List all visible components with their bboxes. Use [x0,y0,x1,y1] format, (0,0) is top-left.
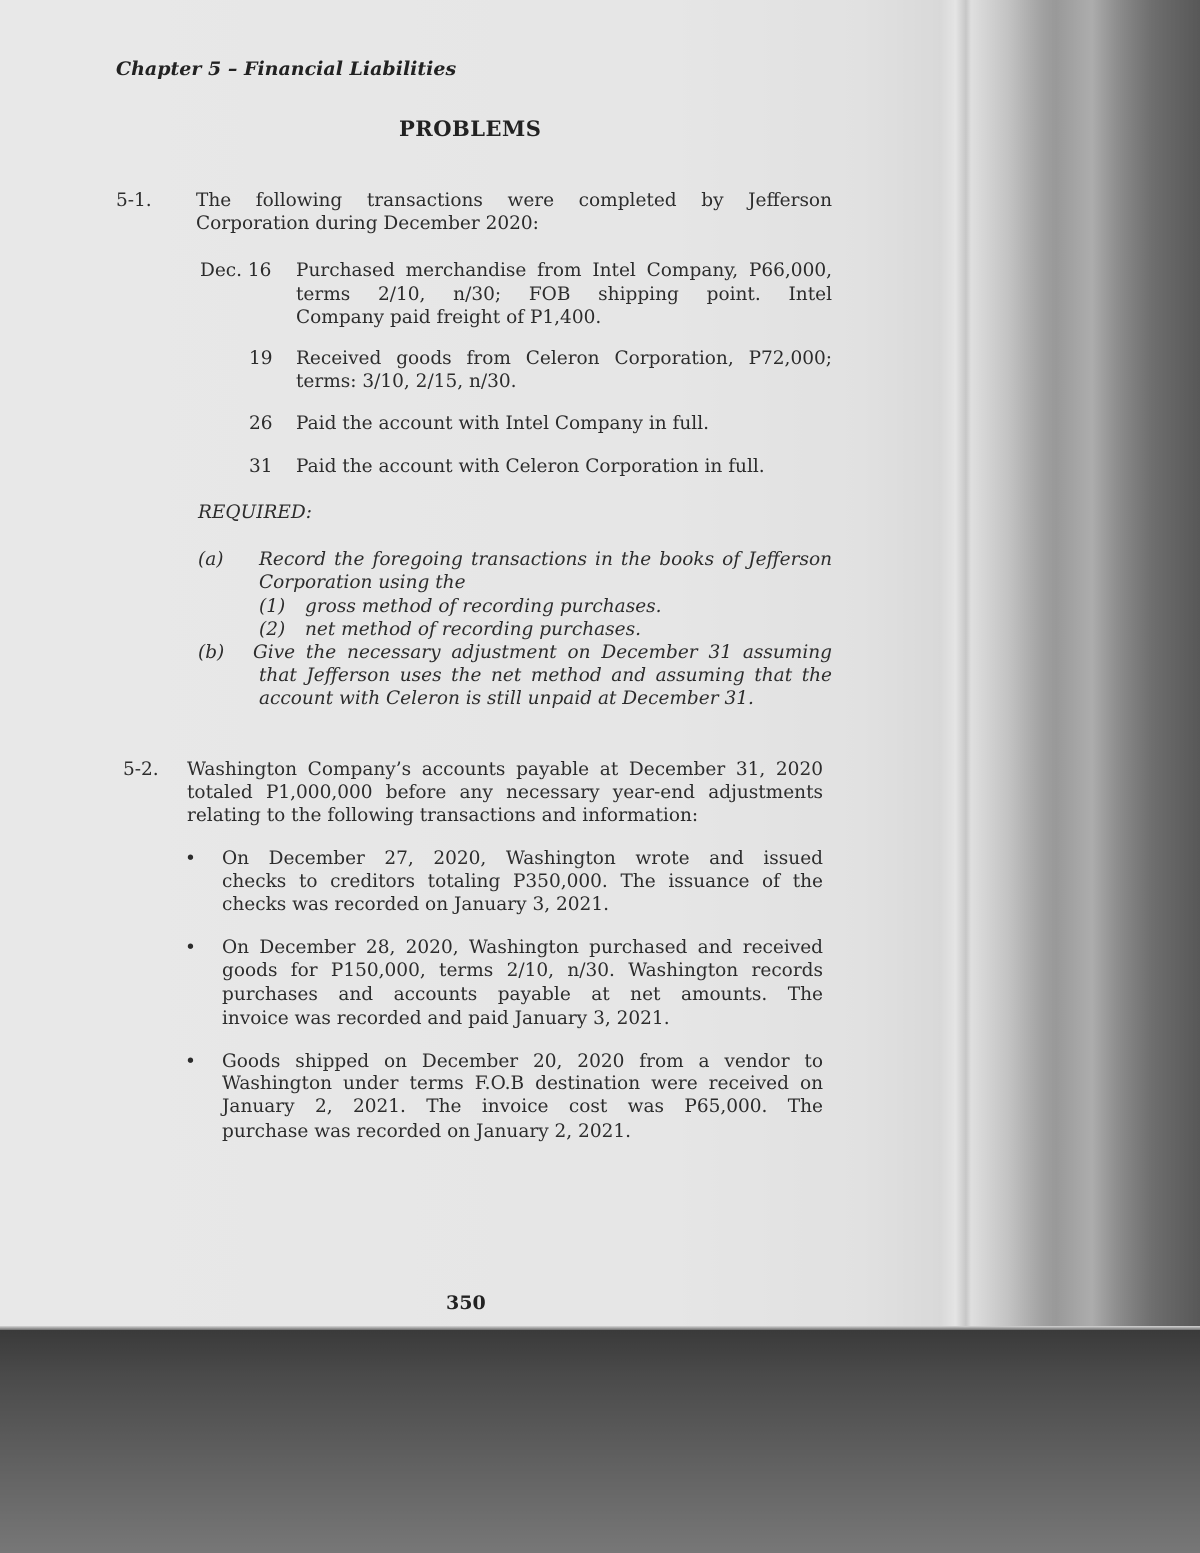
bullet-line: purchase was recorded on January 2, 2021. [222,1121,632,1142]
required-item-label: (a) [198,549,224,570]
sub-item-label: (2) [259,619,286,640]
required-item-line: that Jefferson uses the net method and assuming that the [259,665,832,686]
transaction-line: terms: 3/10, 2/15, n/30. [296,371,517,392]
transaction-line: Paid the account with Celeron Corporation in full. [296,456,765,477]
scanner-background [0,1330,1200,1553]
required-item-label: (b) [198,642,225,663]
transaction-line: Company paid freight of P1,400. [296,307,602,328]
required-item-line: Corporation using the [259,572,466,593]
required-item-line: Record the foregoing transactions in the books of Jefferson [259,549,832,570]
sub-item-text: net method of recording purchases. [305,619,641,640]
problem-intro-line: Washington Company’s accounts payable at December 31, 2020 [187,759,823,780]
problem-intro-line: totaled P1,000,000 before any necessary year-end adjustments [187,782,823,803]
bullet-line: On December 28, 2020, Washington purchased and received [222,937,823,958]
transaction-line: terms 2/10, n/30; FOB shipping point. Intel [296,284,832,305]
sub-item-text: gross method of recording purchases. [305,596,662,617]
bullet-line: January 2, 2021. The invoice cost was P65,000. The [222,1096,823,1117]
bullet-line: purchases and accounts payable at net amounts. The [222,984,823,1005]
problem-number: 5-2. [123,759,159,780]
bullet-line: checks was recorded on January 3, 2021. [222,894,609,915]
transaction-line: Received goods from Celeron Corporation, P72,000; [296,348,832,369]
required-label: REQUIRED: [198,502,312,523]
transaction-date: Dec. 16 [200,260,272,281]
bullet-icon: • [185,1051,196,1072]
transaction-date: 31 [249,456,273,477]
book-spine-shadow [940,0,1200,1330]
bullet-line: goods for P150,000, terms 2/10, n/30. Washington records [222,960,823,981]
required-item-line: account with Celeron is still unpaid at December 31. [259,688,754,709]
chapter-header: Chapter 5 – Financial Liabilities [116,58,457,80]
page-number: 350 [446,1292,486,1314]
transaction-date: 19 [249,348,273,369]
transaction-date: 26 [249,413,273,434]
bullet-line: invoice was recorded and paid January 3, 2021. [222,1008,670,1029]
bullet-icon: • [185,848,196,869]
problem-intro-line: The following transactions were completed by Jefferson [196,190,832,211]
required-item-line: Give the necessary adjustment on December 31 assuming [253,642,832,663]
transaction-line: Purchased merchandise from Intel Company, P66,000, [296,260,832,281]
bullet-line: checks to creditors totaling P350,000. The issuance of the [222,871,823,892]
bullet-line: Goods shipped on December 20, 2020 from a vendor to [222,1051,823,1072]
transaction-line: Paid the account with Intel Company in full. [296,413,710,434]
bullet-line: On December 27, 2020, Washington wrote and issued [222,848,823,869]
sub-item-label: (1) [259,596,286,617]
problem-number: 5-1. [116,190,152,211]
problem-intro-line: relating to the following transactions and information: [187,805,699,826]
bullet-line: Washington under terms F.O.B destination were received on [222,1073,823,1094]
section-title: PROBLEMS [399,116,542,141]
bullet-icon: • [185,937,196,958]
problem-intro-line: Corporation during December 2020: [196,213,539,234]
